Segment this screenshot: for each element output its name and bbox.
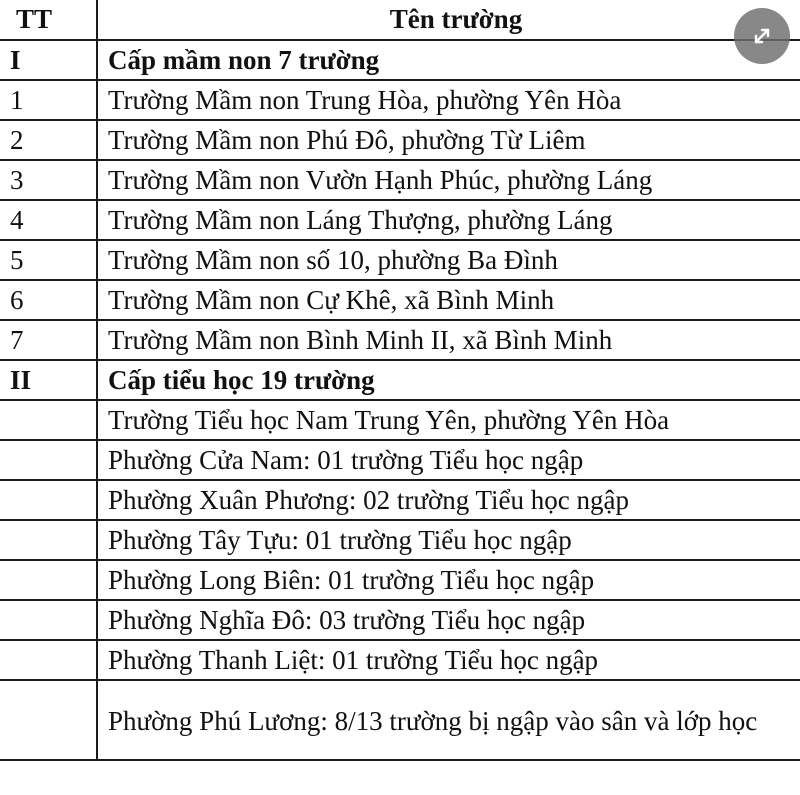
- row-number: [0, 560, 97, 600]
- row-school-name: Trường Mầm non Bình Minh II, xã Bình Minh: [97, 320, 800, 360]
- section-row-kindergarten: [0, 40, 800, 80]
- table-row: [0, 240, 800, 280]
- table-row: [0, 440, 800, 480]
- table-header-row: [0, 0, 800, 40]
- row-school-name: Trường Tiểu học Nam Trung Yên, phường Yên Hòa: [97, 400, 800, 440]
- row-school-name: Trường Mầm non Phú Đô, phường Từ Liêm: [97, 120, 800, 160]
- row-school-name: Phường Phú Lương: 8/13 trường bị ngập vào sân và lớp học: [97, 680, 800, 760]
- row-number: 3: [0, 160, 97, 200]
- row-school-name: Trường Mầm non Láng Thượng, phường Láng: [97, 200, 800, 240]
- row-number: 7: [0, 320, 97, 360]
- table-row: [0, 80, 800, 120]
- row-school-name: Trường Mầm non Trung Hòa, phường Yên Hòa: [97, 80, 800, 120]
- table-row: [0, 200, 800, 240]
- table-row: [0, 120, 800, 160]
- section-title: Cấp mầm non 7 trường: [97, 40, 800, 80]
- row-number: [0, 680, 97, 760]
- row-number: 1: [0, 80, 97, 120]
- header-school-name: Tên trường: [97, 0, 800, 40]
- section-title: Cấp tiểu học 19 trường: [97, 360, 800, 400]
- table-row: [0, 480, 800, 520]
- row-number: 6: [0, 280, 97, 320]
- row-school-name: Phường Xuân Phương: 02 trường Tiểu học ngập: [97, 480, 800, 520]
- table-row: [0, 600, 800, 640]
- table-row: [0, 520, 800, 560]
- row-school-name: Phường Long Biên: 01 trường Tiểu học ngập: [97, 560, 800, 600]
- row-school-name: Phường Cửa Nam: 01 trường Tiểu học ngập: [97, 440, 800, 480]
- row-number: 5: [0, 240, 97, 280]
- table-row: [0, 560, 800, 600]
- section-number: I: [0, 40, 97, 80]
- row-school-name: Phường Thanh Liệt: 01 trường Tiểu học ngập: [97, 640, 800, 680]
- table-row: [0, 640, 800, 680]
- row-number: [0, 640, 97, 680]
- expand-button[interactable]: [734, 8, 790, 64]
- row-number: [0, 600, 97, 640]
- row-number: 2: [0, 120, 97, 160]
- table-row: [0, 320, 800, 360]
- row-school-name: Trường Mầm non Cự Khê, xã Bình Minh: [97, 280, 800, 320]
- table-row: [0, 680, 800, 760]
- row-school-name: Trường Mầm non số 10, phường Ba Đình: [97, 240, 800, 280]
- row-number: [0, 520, 97, 560]
- row-school-name: Trường Mầm non Vườn Hạnh Phúc, phường Láng: [97, 160, 800, 200]
- row-number: 4: [0, 200, 97, 240]
- row-number: [0, 440, 97, 480]
- section-number: II: [0, 360, 97, 400]
- section-row-primary: [0, 360, 800, 400]
- table-row: [0, 280, 800, 320]
- table-row: [0, 160, 800, 200]
- row-school-name: Phường Tây Tựu: 01 trường Tiểu học ngập: [97, 520, 800, 560]
- row-school-name: Phường Nghĩa Đô: 03 trường Tiểu học ngập: [97, 600, 800, 640]
- header-tt: TT: [0, 0, 97, 40]
- table-row: [0, 400, 800, 440]
- row-number: [0, 480, 97, 520]
- expand-icon: [749, 23, 775, 49]
- row-number: [0, 400, 97, 440]
